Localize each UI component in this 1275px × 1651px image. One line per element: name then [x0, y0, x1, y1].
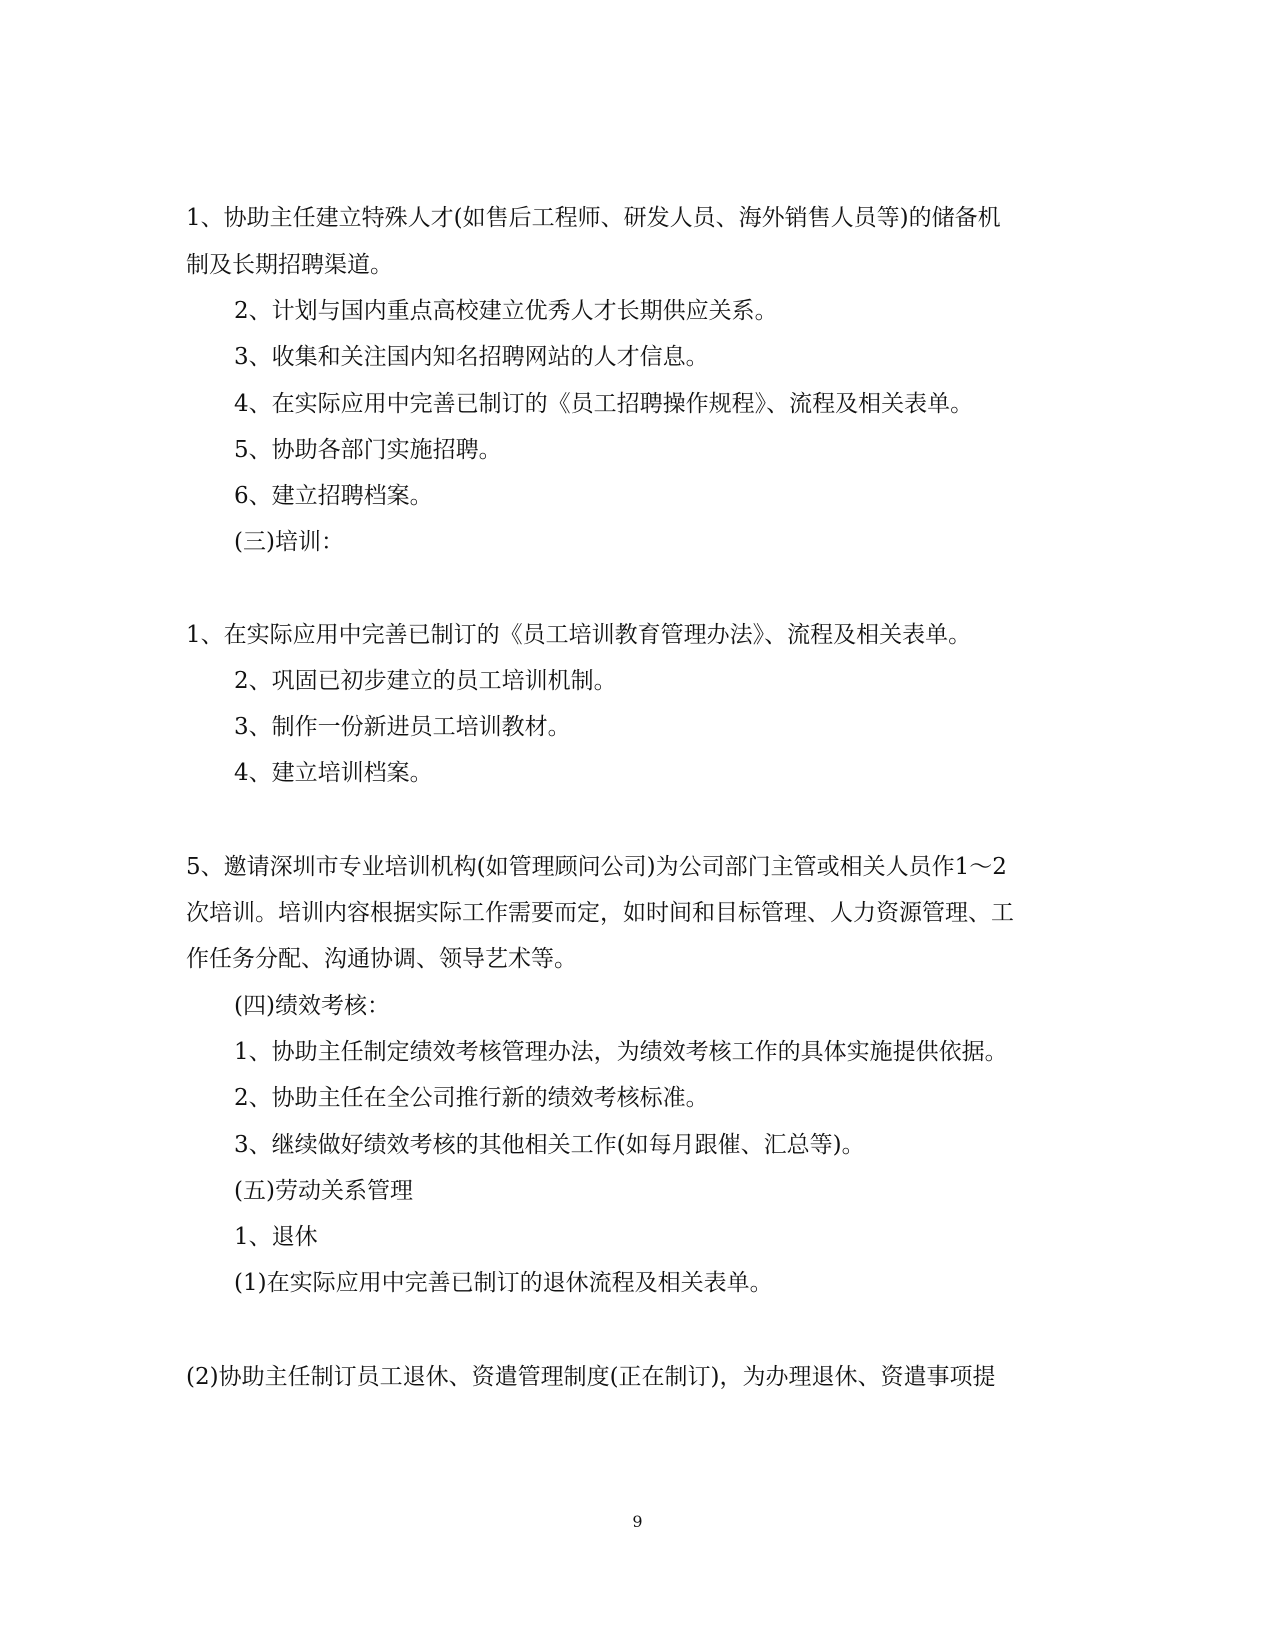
- section-heading: (三)培训：: [234, 529, 344, 555]
- paragraph-line: 1、协助主任制定绩效考核管理办法，为绩效考核工作的具体实施提供依据。: [234, 1039, 1008, 1065]
- paragraph-line: 3、继续做好绩效考核的其他相关工作(如每月跟催、汇总等)。: [234, 1132, 865, 1158]
- paragraph-line: (2)协助主任制订员工退休、资遣管理制度(正在制订)，为办理退休、资遣事项提: [186, 1364, 996, 1390]
- paragraph-line: 2、巩固已初步建立的员工培训机制。: [234, 668, 617, 694]
- paragraph-line: 3、收集和关注国内知名招聘网站的人才信息。: [234, 344, 709, 370]
- paragraph-line: 4、建立培训档案。: [234, 760, 433, 786]
- paragraph-line: 2、计划与国内重点高校建立优秀人才长期供应关系。: [234, 298, 778, 324]
- paragraph-line: 4、在实际应用中完善已制订的《员工招聘操作规程》、流程及相关表单。: [234, 391, 974, 417]
- section-heading: (五)劳动关系管理: [234, 1178, 413, 1204]
- paragraph-line: 次培训。培训内容根据实际工作需要而定，如时间和目标管理、人力资源管理、工: [186, 900, 1014, 926]
- paragraph-line: 1、协助主任建立特殊人才(如售后工程师、研发人员、海外销售人员等)的储备机: [186, 205, 1001, 231]
- paragraph-line: 1、退休: [234, 1224, 318, 1250]
- paragraph-line: 1、在实际应用中完善已制订的《员工培训教育管理办法》、流程及相关表单。: [186, 622, 972, 648]
- paragraph-line: 2、协助主任在全公司推行新的绩效考核标准。: [234, 1085, 709, 1111]
- paragraph-line: 5、邀请深圳市专业培训机构(如管理顾问公司)为公司部门主管或相关人员作1～2: [186, 854, 1007, 880]
- section-heading: (四)绩效考核：: [234, 993, 390, 1019]
- paragraph-line: (1)在实际应用中完善已制订的退休流程及相关表单。: [234, 1270, 773, 1296]
- paragraph-line: 3、制作一份新进员工培训教材。: [234, 714, 571, 740]
- paragraph-line: 5、协助各部门实施招聘。: [234, 437, 502, 463]
- paragraph-line: 6、建立招聘档案。: [234, 483, 433, 509]
- page-number: 9: [632, 1512, 643, 1531]
- paragraph-line: 制及长期招聘渠道。: [186, 252, 393, 278]
- paragraph-line: 作任务分配、沟通协调、领导艺术等。: [186, 946, 577, 972]
